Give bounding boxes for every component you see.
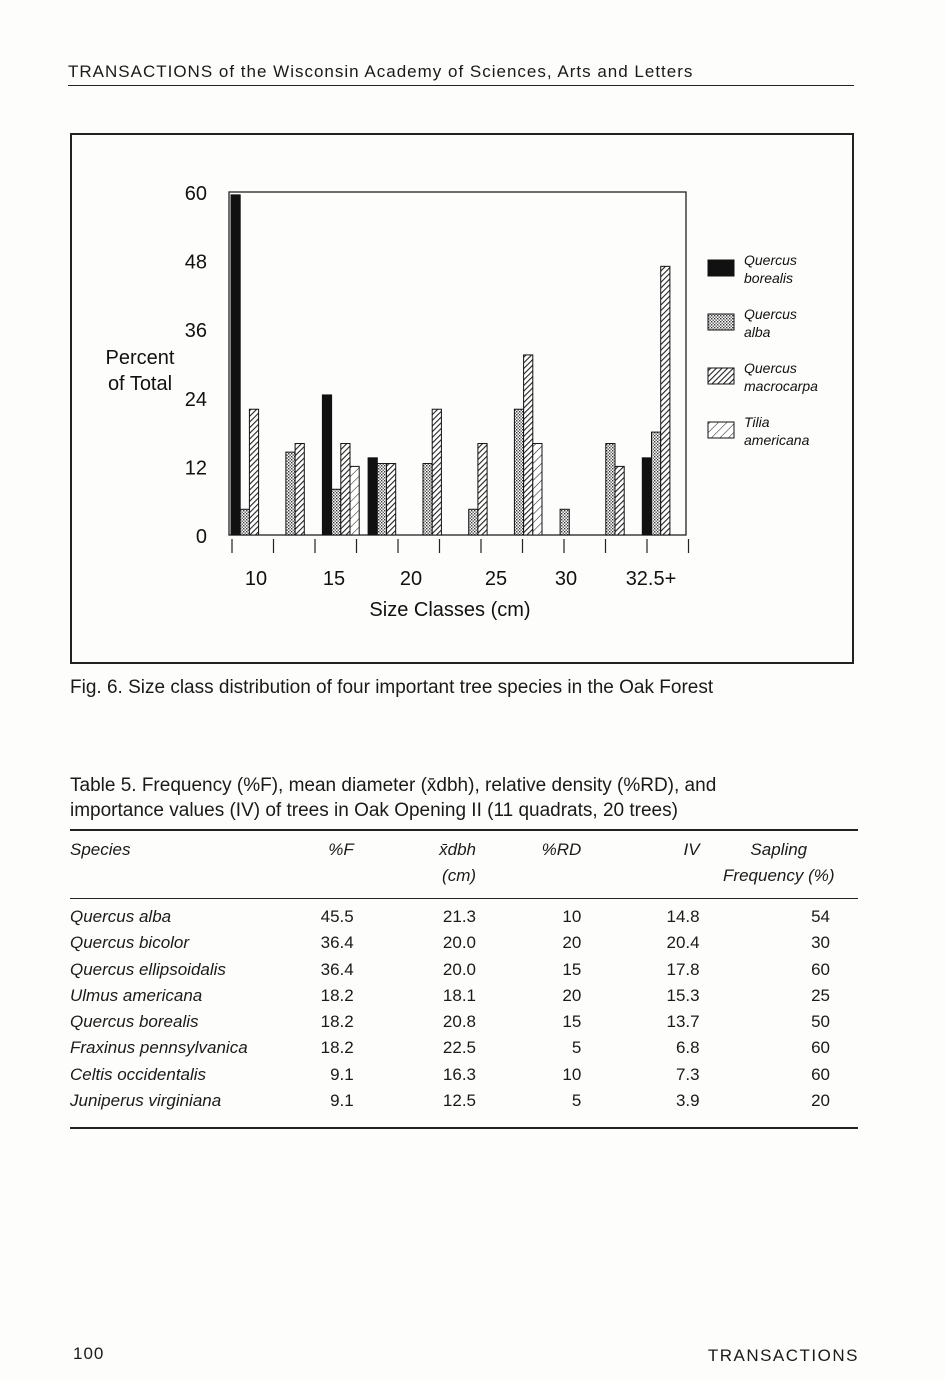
legend-label: borealis bbox=[744, 270, 794, 286]
header-sapling: Sapling bbox=[700, 830, 858, 866]
legend-label: Quercus bbox=[744, 252, 797, 268]
y-axis-label: Percent bbox=[105, 347, 175, 369]
figure-caption: Fig. 6. Size class distribution of four important tree species in the Oak Forest bbox=[70, 677, 714, 698]
bar bbox=[533, 444, 542, 535]
cell-sapling: 25 bbox=[811, 985, 830, 1005]
cell-dbh: 12.5 bbox=[354, 1091, 476, 1128]
bar bbox=[642, 458, 651, 535]
legend-label: americana bbox=[744, 432, 810, 448]
size-class-chart bbox=[72, 135, 856, 666]
bar bbox=[249, 409, 258, 535]
cell-species: Quercus borealis bbox=[70, 1012, 199, 1032]
running-head: TRANSACTIONS of the Wisconsin Academy of Sciences, Arts and Letters bbox=[68, 62, 854, 86]
header-rd-2 bbox=[476, 866, 581, 899]
header-species-2 bbox=[70, 866, 286, 899]
cell-rd: 5 bbox=[571, 1038, 582, 1058]
cell-sapling: 20 bbox=[700, 1091, 858, 1128]
data-table bbox=[70, 829, 858, 1129]
cell-sapling: 30 bbox=[811, 933, 830, 953]
legend-label: macrocarpa bbox=[744, 378, 818, 394]
bar bbox=[387, 464, 396, 535]
cell-f: 18.2 bbox=[320, 1012, 354, 1032]
bar bbox=[615, 466, 624, 535]
header-dbh: x̄dbh bbox=[354, 830, 476, 866]
cell-species: Fraxinus pennsylvanica bbox=[70, 1038, 248, 1058]
cell-rd: 15 bbox=[562, 959, 582, 979]
table-row bbox=[70, 960, 858, 986]
cell-rd: 20 bbox=[562, 985, 582, 1005]
cell-dbh: 22.5 bbox=[442, 1038, 477, 1058]
cell-dbh: 20.0 bbox=[442, 959, 477, 979]
header-sapling-unit: Frequency (%) bbox=[700, 866, 858, 899]
bar bbox=[478, 444, 487, 535]
y-tick-label: 48 bbox=[184, 251, 207, 274]
legend-label: alba bbox=[744, 324, 771, 340]
cell-species: Juniperus virginiana bbox=[70, 1091, 286, 1128]
cell-iv: 6.8 bbox=[675, 1038, 700, 1058]
cell-species: Ulmus americana bbox=[70, 985, 203, 1005]
bar bbox=[524, 355, 533, 535]
header-species: Species bbox=[70, 830, 286, 866]
bar bbox=[350, 466, 359, 535]
bar bbox=[377, 464, 386, 535]
header-rd: %RD bbox=[476, 830, 581, 866]
y-tick-label: 60 bbox=[184, 183, 207, 205]
cell-f: 18.2 bbox=[320, 1038, 354, 1058]
table-header-row bbox=[70, 830, 858, 866]
cell-species: Quercus ellipsoidalis bbox=[70, 959, 226, 979]
y-tick-label: 0 bbox=[195, 526, 207, 548]
x-tick-label: 32.5+ bbox=[625, 568, 677, 590]
cell-sapling: 60 bbox=[811, 1064, 830, 1084]
header-iv: IV bbox=[581, 830, 699, 866]
cell-f: 36.4 bbox=[320, 933, 354, 953]
cell-dbh: 20.0 bbox=[442, 933, 477, 953]
bar bbox=[661, 266, 670, 535]
table-caption bbox=[70, 773, 850, 823]
y-tick-label: 36 bbox=[184, 320, 207, 343]
legend-swatch bbox=[708, 314, 734, 330]
bar bbox=[240, 509, 249, 535]
bar bbox=[322, 395, 331, 535]
cell-rd: 20 bbox=[562, 933, 582, 953]
cell-dbh: 18.1 bbox=[442, 985, 477, 1005]
table-row bbox=[70, 933, 858, 959]
x-tick-label: 15 bbox=[322, 568, 346, 590]
table-header-row-2 bbox=[70, 866, 858, 899]
cell-sapling: 60 bbox=[811, 959, 830, 979]
bar bbox=[423, 464, 432, 535]
figure-frame bbox=[70, 133, 854, 664]
cell-iv: 7.3 bbox=[675, 1064, 700, 1084]
header-dbh-unit: (cm) bbox=[354, 866, 476, 899]
bar bbox=[432, 409, 441, 535]
cell-iv: 3.9 bbox=[581, 1091, 699, 1128]
table-caption-line: Table 5. Frequency (%F), mean diameter (x̄dbh), relative density (%RD), and bbox=[70, 775, 717, 796]
x-tick-label: 10 bbox=[244, 568, 268, 590]
cell-sapling: 54 bbox=[811, 907, 830, 926]
legend-label: Quercus bbox=[744, 306, 797, 322]
bar bbox=[560, 509, 569, 535]
legend-label: Tilia bbox=[744, 414, 770, 430]
table-row bbox=[70, 1012, 858, 1038]
bar bbox=[332, 489, 341, 535]
header-iv-2 bbox=[581, 866, 699, 899]
cell-rd: 10 bbox=[562, 907, 582, 926]
bar bbox=[286, 452, 295, 535]
cell-f: 36.4 bbox=[320, 959, 354, 979]
running-foot: TRANSACTIONS bbox=[707, 1346, 859, 1365]
table-row bbox=[70, 899, 858, 934]
bar bbox=[368, 458, 377, 535]
y-tick-label: 24 bbox=[184, 388, 207, 411]
cell-sapling: 50 bbox=[811, 1012, 830, 1032]
cell-rd: 5 bbox=[476, 1091, 581, 1128]
cell-sapling: 60 bbox=[811, 1038, 830, 1058]
table-row bbox=[70, 1038, 858, 1064]
table-row bbox=[70, 1065, 858, 1091]
table-row bbox=[70, 986, 858, 1012]
legend-swatch bbox=[708, 260, 734, 276]
x-axis-label: Size Classes (cm) bbox=[369, 599, 531, 621]
bar bbox=[469, 509, 478, 535]
legend-swatch bbox=[708, 368, 734, 384]
page-number: 100 bbox=[73, 1344, 105, 1363]
y-tick-label: 12 bbox=[184, 457, 207, 480]
bar bbox=[606, 444, 615, 535]
cell-rd: 15 bbox=[562, 1012, 582, 1032]
cell-dbh: 16.3 bbox=[442, 1064, 477, 1084]
x-tick-label: 20 bbox=[399, 568, 423, 590]
cell-f: 18.2 bbox=[320, 985, 354, 1005]
bar bbox=[341, 444, 350, 535]
cell-dbh: 20.8 bbox=[442, 1012, 477, 1032]
x-tick-label: 25 bbox=[484, 568, 508, 590]
cell-iv: 20.4 bbox=[666, 933, 700, 953]
cell-iv: 14.8 bbox=[666, 907, 700, 926]
table-row bbox=[70, 1091, 858, 1128]
cell-iv: 13.7 bbox=[666, 1012, 700, 1032]
cell-dbh: 21.3 bbox=[442, 907, 477, 926]
cell-species: Quercus alba bbox=[70, 907, 172, 926]
header-f-2 bbox=[286, 866, 354, 899]
cell-f: 9.1 bbox=[286, 1091, 354, 1128]
bar bbox=[514, 409, 523, 535]
header-f: %F bbox=[286, 830, 354, 866]
cell-f: 9.1 bbox=[330, 1064, 354, 1084]
legend-swatch bbox=[708, 422, 734, 438]
table-caption-line: importance values (IV) of trees in Oak Opening II (11 quadrats, 20 trees) bbox=[70, 800, 678, 821]
y-axis-label: of Total bbox=[107, 373, 173, 395]
cell-species: Celtis occidentalis bbox=[70, 1064, 207, 1084]
cell-iv: 17.8 bbox=[666, 959, 700, 979]
cell-species: Quercus bicolor bbox=[70, 933, 190, 953]
cell-iv: 15.3 bbox=[666, 985, 700, 1005]
bar bbox=[295, 444, 304, 535]
x-tick-label: 30 bbox=[554, 568, 578, 590]
bar bbox=[231, 195, 240, 535]
bar bbox=[652, 432, 661, 535]
cell-rd: 10 bbox=[562, 1064, 582, 1084]
cell-f: 45.5 bbox=[320, 907, 354, 926]
legend-label: Quercus bbox=[744, 360, 797, 376]
